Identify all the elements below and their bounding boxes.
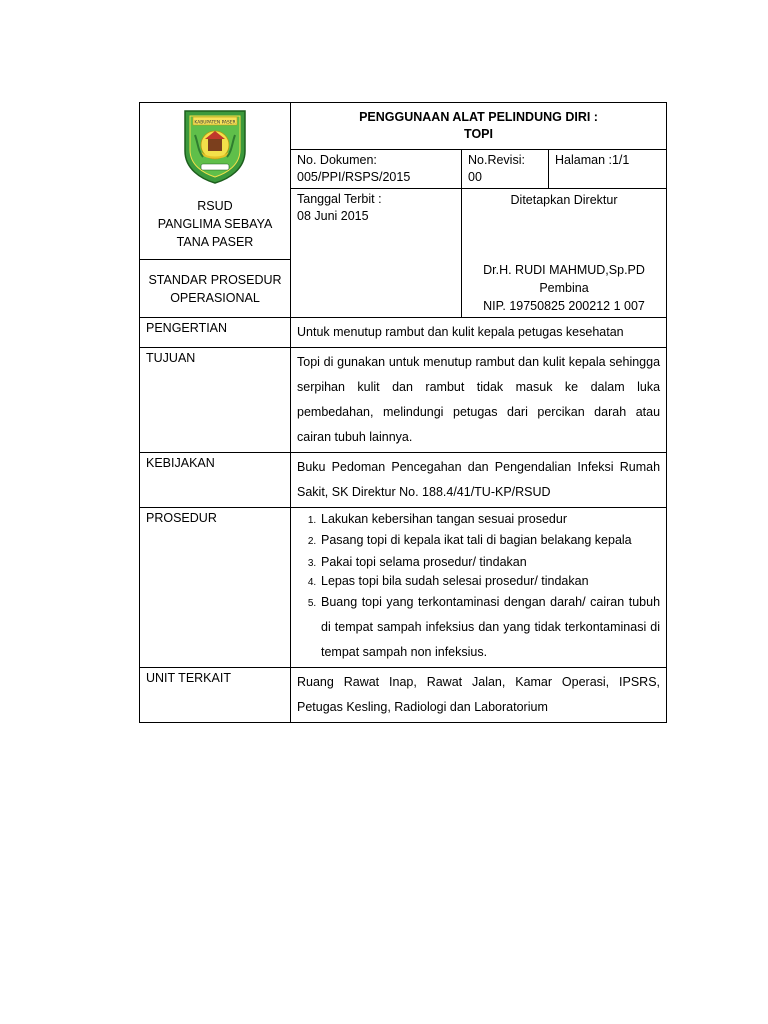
logo-banner-text: KABUPATEN PASER bbox=[194, 120, 236, 126]
director-nip: NIP. 19750825 200212 1 007 bbox=[483, 299, 645, 314]
director-rank: Pembina bbox=[539, 281, 589, 295]
revision-value: 00 bbox=[468, 169, 482, 184]
unit-terkait-text: Ruang Rawat Inap, Rawat Jalan, Kamar Operasi, IPSRS, Petugas Kesling, Radiologi dan Laboratorium bbox=[291, 667, 667, 722]
hospital-identity-cell bbox=[140, 103, 291, 260]
prosedur-step: 4. Lepas topi bila sudah selesai prosedur/ tindakan bbox=[319, 572, 660, 590]
prosedur-step: 2. Pasang topi di kepala ikat tali di bagian belakang kepala bbox=[319, 528, 660, 553]
sop-document bbox=[139, 102, 666, 723]
tujuan-label: TUJUAN bbox=[140, 348, 291, 453]
issue-date-cell bbox=[291, 188, 462, 318]
revision-cell bbox=[462, 150, 549, 189]
pengertian-text: Untuk menutup rambut dan kulit kepala petugas kesehatan bbox=[291, 318, 667, 348]
unit-terkait-label: UNIT TERKAIT bbox=[140, 667, 291, 722]
prosedur-step: 1. Lakukan kebersihan tangan sesuai prosedur bbox=[319, 510, 660, 528]
prosedur-steps-list bbox=[297, 510, 660, 664]
kebijakan-text: Buku Pedoman Pencegahan dan Pengendalian Infeksi Rumah Sakit, SK Direktur No. 188.4/41/TU-KP/RSUD bbox=[291, 453, 667, 508]
pengertian-label: PENGERTIAN bbox=[140, 318, 291, 348]
tujuan-text: Topi di gunakan untuk menutup rambut dan kulit kepala sehingga serpihan kulit dan rambut tidak masuk ke dalam luka pembedahan, melindungi petugas dari percikan darah atau cairan tubuh lainnya. bbox=[291, 348, 667, 453]
page-label: Halaman :1/1 bbox=[555, 153, 630, 167]
hospital-name-line1: RSUD bbox=[197, 199, 233, 213]
approval-label: Ditetapkan Direktur bbox=[510, 192, 618, 207]
document-number-value: 005/PPI/RSPS/2015 bbox=[297, 169, 411, 184]
revision-label: No.Revisi: bbox=[468, 153, 525, 167]
document-number-cell bbox=[291, 150, 462, 189]
prosedur-label: PROSEDUR bbox=[140, 508, 291, 667]
sop-label-line2: OPERASIONAL bbox=[170, 290, 260, 305]
document-title-cell bbox=[291, 103, 667, 150]
page-cell bbox=[549, 150, 667, 189]
document-title-line2: TOPI bbox=[464, 126, 493, 141]
sop-table bbox=[139, 102, 667, 723]
prosedur-step: 5. Buang topi yang terkontaminasi dengan darah/ cairan tubuh di tempat sampah infeksius dan yang tidak terkontaminasi di tempat sampah non infeksius. bbox=[319, 590, 660, 665]
kebijakan-label: KEBIJAKAN bbox=[140, 453, 291, 508]
approval-cell bbox=[462, 188, 667, 318]
document-number-label: No. Dokumen: bbox=[297, 153, 377, 167]
director-name: Dr.H. RUDI MAHMUD,Sp.PD bbox=[483, 262, 645, 277]
issue-date-value: 08 Juni 2015 bbox=[297, 208, 369, 223]
hospital-logo bbox=[181, 107, 249, 185]
prosedur-steps-cell bbox=[291, 508, 667, 667]
document-title-line1: PENGGUNAAN ALAT PELINDUNG DIRI : bbox=[359, 110, 598, 124]
issue-date-label: Tanggal Terbit : bbox=[297, 191, 382, 206]
prosedur-step: 3. Pakai topi selama prosedur/ tindakan bbox=[319, 553, 660, 571]
hospital-name-line3: TANA PASER bbox=[176, 235, 254, 250]
sop-label-cell bbox=[140, 260, 291, 318]
sop-label-line1: STANDAR PROSEDUR bbox=[148, 272, 282, 287]
hospital-name-line2: PANGLIMA SEBAYA bbox=[157, 217, 273, 232]
